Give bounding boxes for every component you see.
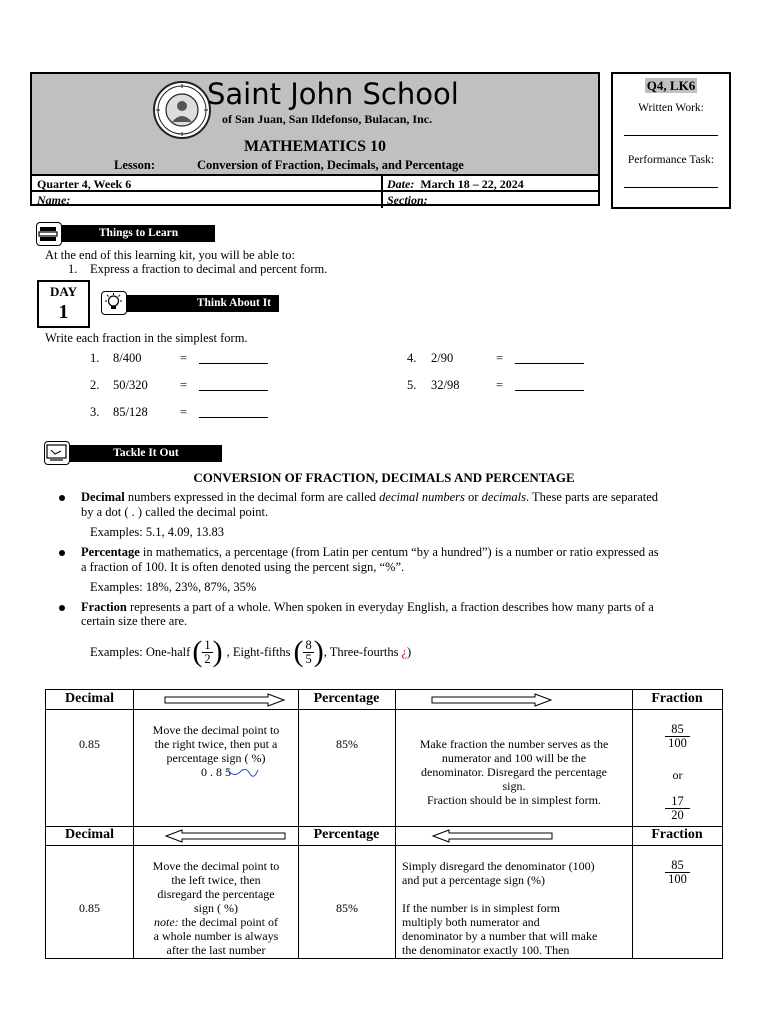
lesson-label: Lesson: [114,158,155,172]
school-address: of San Juan, San Ildefonso, Bulacan, Inc. [222,112,433,126]
performance-task-label: Performance Task: [627,154,715,166]
fraction-one-half: $\frac{1}{2}$ [204,637,211,666]
percent-to-fraction-steps: Make fraction the number serves as the numerator and 100 will be the denominator. Disregard the percentage sign. Fraction should be in simplest form. [419,737,609,807]
decimal-to-percent-steps: Move the decimal point to the right twice, then put a percentage sign ( %) 0 . 8 5 [152,723,280,779]
chalkboard-icon [44,441,70,465]
percentage-definition-cont: a fraction of 100. It is often denoted using the percent sign, “%”. [81,560,405,574]
objective-text: Express a fraction to decimal and percent form. [90,262,328,276]
answer-blank[interactable] [199,405,268,418]
think-about-it-banner: Think About It [127,295,279,312]
school-name: Saint John School [207,77,459,111]
percentage-value: 85% [336,737,358,751]
arrow-right-icon [164,693,286,707]
decimal-definition-cont: by a dot ( . ) called the decimal point. [81,505,269,519]
section-title: CONVERSION OF FRACTION, DECIMALS AND PERCENTAGE [193,470,575,485]
header-percentage: Percentage [313,691,380,706]
header-decimal: Decimal [65,691,114,706]
things-to-learn-banner: Things to Learn [62,225,215,242]
header-decimal: Decimal [65,827,114,842]
lesson-title: Conversion of Fraction, Decimals, and Percentage [197,158,464,172]
subject-title: MATHEMATICS 10 [243,138,387,155]
fraction-eight-fifths: $\frac{8}{5}$ [305,637,312,666]
answer-blank[interactable] [199,351,268,364]
bullet [59,550,65,556]
percent-to-decimal-steps: Move the decimal point to the left twice, then disregard the percentage sign ( %) note: the decimal point of a whole number is always after the last number [152,859,280,957]
day-box [37,280,90,328]
score-box [611,72,731,209]
fraction-value: $\frac{85}{100}$ [633,859,722,886]
header-box [30,72,600,206]
decimal-value: 0.85 [79,737,100,751]
bullet [59,605,65,611]
name-section-row [32,190,598,208]
fraction-definition-cont: certain size there are. [81,614,188,628]
arrow-right-icon [431,693,553,707]
learn-intro: At the end of this learning kit, you will be able to: [45,248,295,262]
move-arrow-mark [226,766,260,780]
date-field: Date: March 18 – 22, 2024 [387,177,524,191]
decimal-examples: Examples: 5.1, 4.09, 13.83 [90,525,225,539]
school-seal-icon [152,80,212,140]
performance-task-blank[interactable] [624,186,718,188]
lightbulb-icon [101,291,127,315]
bullet [59,495,65,501]
answer-blank[interactable] [199,378,268,391]
header-percentage: Percentage [313,827,380,842]
header-fraction: Fraction [651,827,703,842]
fraction-simplest: $\frac{17}{20}$ [633,795,722,822]
day-label: DAY [50,284,77,299]
name-field[interactable]: Name: [37,193,71,207]
tackle-it-out-banner: Tackle It Out [70,445,222,462]
objective-number: 1. [68,262,78,276]
fraction-value: $\frac{85}{100}$ [633,723,722,750]
percentage-definition: Percentage in mathematics, a percentage (from Latin per centum “by a hundred”) is a number or ratio expressed as [81,545,659,559]
fraction-examples: Examples: One-half ( $\frac{1}{2}$ ) , Eight-fifths ( $\frac{8}{5}$ ) , Three-fourths ¿ ) [90,635,412,668]
decimal-definition: Decimal numbers expressed in the decimal form are called decimal numbers or decimals. These parts are separated [81,490,659,504]
quarter-week: Quarter 4, Week 6 [37,177,132,191]
arrow-left-icon [431,829,553,843]
decimal-value: 0.85 [79,901,100,915]
fraction-to-percent-steps: Simply disregard the denominator (100) and put a percentage sign (%) If the number is in simplest form multiply both numerator and denominator by a number that will make the denominator exactly 100. Then [402,859,598,957]
percentage-value: 85% [336,901,358,915]
think-instruction: Write each fraction in the simplest form. [45,331,248,345]
arrow-left-icon [164,829,286,843]
written-work-blank[interactable] [624,134,718,136]
fraction-definition: Fraction represents a part of a whole. When spoken in everyday English, a fraction describes how many parts of a [81,600,654,614]
section-field[interactable]: Section: [387,193,428,207]
answer-blank[interactable] [515,351,584,364]
answer-blank[interactable] [515,378,584,391]
header-fraction: Fraction [651,691,703,706]
or-label: or [672,768,683,782]
percentage-examples: Examples: 18%, 23%, 87%, 35% [90,580,257,594]
conversion-table [45,689,723,959]
books-icon [36,222,62,246]
written-work-label: Written Work: [638,102,704,114]
day-number: 1 [58,301,69,323]
lk-code: Q4, LK6 [646,78,696,93]
